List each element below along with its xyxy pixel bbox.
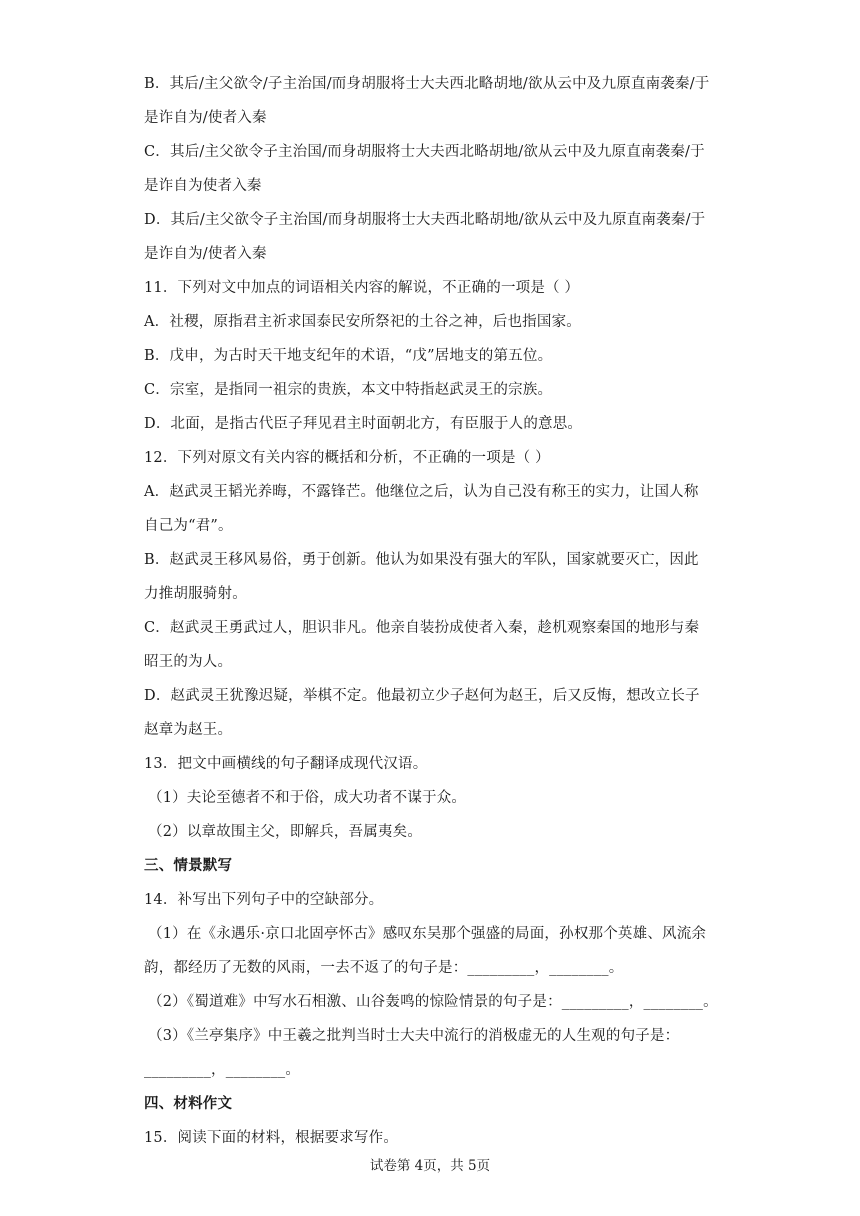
q15-stem: 15．阅读下面的材料，根据要求写作。 <box>144 1130 399 1146</box>
section-heading-3: 三、情景默写 <box>144 857 233 874</box>
q14-stem: 14．补写出下列句子中的空缺部分。 <box>144 892 384 908</box>
q11-option-b: B．戊申，为古时天干地支纪年的术语，“戊”居地支的第五位。 <box>144 348 553 364</box>
q12-option-c-line2: 昭王的为人。 <box>144 654 233 670</box>
q13-item-1: （1）夫论至德者不和于俗，成大功者不谋于众。 <box>148 790 467 806</box>
q10-option-c-line2: 是诈自为使者入秦 <box>144 178 262 194</box>
q10-option-b-line1: B．其后/主父欲令/子主治国/而身胡服将士大夫西北略胡地/欲从云中及九原直南袭秦/于 <box>144 76 710 92</box>
q12-option-d-line2: 赵章为赵王。 <box>144 722 233 738</box>
q11-stem: 11．下列对文中加点的词语相关内容的解说，不正确的一项是（ ） <box>144 280 580 296</box>
q10-option-c-line1: C．其后/主父欲令子主治国/而身胡服将士大夫西北略胡地/欲从云中及九原直南袭秦/于 <box>144 144 705 160</box>
q10-option-d-line2: 是诈自为/使者入秦 <box>144 246 267 262</box>
q10-option-b-line2: 是诈自为/使者入秦 <box>144 110 267 126</box>
q10-option-d-line1: D．其后/主父欲令子主治国/而身胡服将士大夫西北略胡地/欲从云中及九原直南袭秦/于 <box>144 212 706 228</box>
q14-item-1-line1: （1）在《永遇乐·京口北固亭怀古》感叹东吴那个强盛的局面，孙权那个英雄、风流余 <box>148 926 707 942</box>
q14-item-3-line2: _________，________。 <box>144 1062 301 1078</box>
q12-option-d-line1: D．赵武灵王犹豫迟疑，举棋不定。他最初立少子赵何为赵王，后又反悔，想改立长子 <box>144 688 700 704</box>
q14-item-1-line2: 韵，都经历了无数的风雨，一去不返了的句子是：_________，________。 <box>144 960 624 976</box>
q13-stem: 13．把文中画横线的句子翻译成现代汉语。 <box>144 756 428 772</box>
q12-stem: 12．下列对原文有关内容的概括和分析，不正确的一项是（ ） <box>144 450 550 466</box>
q12-option-a-line1: A．赵武灵王韬光养晦，不露锋芒。他继位之后，认为自己没有称王的实力，让国人称 <box>144 484 699 500</box>
q12-option-a-line2: 自己为“君”。 <box>144 518 233 534</box>
q11-option-d: D．北面，是指古代臣子拜见君主时面朝北方，有臣服于人的意思。 <box>144 416 583 432</box>
q12-option-b-line1: B．赵武灵王移风易俗，勇于创新。他认为如果没有强大的军队，国家就要灭亡，因此 <box>144 552 699 568</box>
q14-item-3-line1: （3）《兰亭集序》中王羲之批判当时士大夫中流行的消极虚无的人生观的句子是： <box>148 1028 680 1044</box>
q14-item-2: （2）《蜀道难》中写水石相激、山谷轰鸣的惊险情景的句子是：_________，________。 <box>148 994 718 1010</box>
section-heading-4: 四、材料作文 <box>144 1095 233 1112</box>
q13-item-2: （2）以章故围主父，即解兵，吾属夷矣。 <box>148 824 423 840</box>
q11-option-c: C．宗室，是指同一祖宗的贵族，本文中特指赵武灵王的宗族。 <box>144 382 553 398</box>
q12-option-c-line1: C．赵武灵王勇武过人，胆识非凡。他亲自装扮成使者入秦，趁机观察秦国的地形与秦 <box>144 620 700 636</box>
page-footer: 试卷第 4页，共 5页 <box>369 1158 491 1174</box>
q11-option-a: A．社稷，原指君主祈求国泰民安所祭祀的土谷之神，后也指国家。 <box>144 314 581 330</box>
q12-option-b-line2: 力推胡服骑射。 <box>144 586 247 602</box>
